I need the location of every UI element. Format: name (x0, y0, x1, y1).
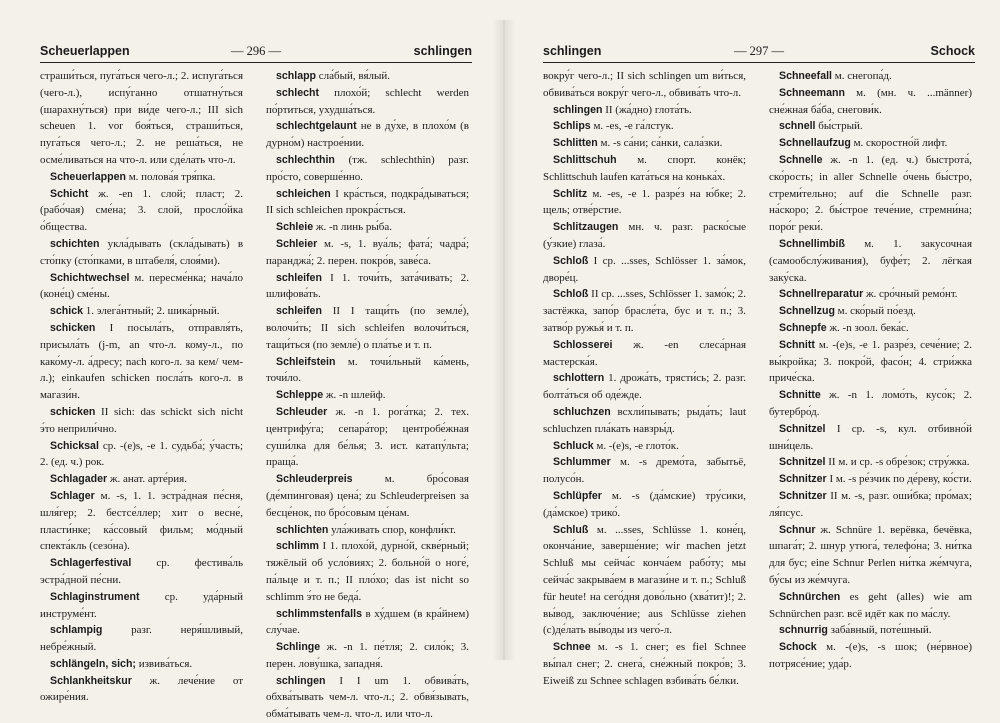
dictionary-entry (543, 253, 746, 287)
entry-headword: schlängeln, sich; (50, 657, 136, 670)
entry-definition: м. бро́совая (де́мпинговая) цена́; zu Schleuderpreisen за бесце́нок, по бро́совым це́нам. (266, 473, 469, 519)
right-page-number: — 297 — (734, 44, 784, 58)
entry-headword: Schlittschuh (553, 153, 617, 166)
entry-headword: schichten (50, 237, 100, 250)
entry-definition: ула́живать спор, конфли́кт. (331, 523, 456, 536)
dictionary-entry (769, 303, 972, 320)
entry-definition: ж. сро́чный ремо́нт. (865, 288, 958, 301)
book-gutter (492, 20, 516, 660)
dictionary-entry (266, 673, 469, 723)
dictionary-entry (266, 236, 469, 270)
entry-headword: Schnürchen (779, 590, 841, 603)
entry-definition: не в ду́хе, в плохо́м (в дурно́м) настрое́нии. (266, 120, 470, 150)
entry-headword: schnurrig (779, 624, 828, 637)
dictionary-entry (769, 236, 972, 286)
right-page-header (543, 40, 975, 63)
dictionary-entry (543, 522, 746, 640)
entry-headword: schleifen (276, 305, 322, 318)
entry-headword: schlichten (276, 523, 329, 536)
entry-headword: Schnellzug (779, 305, 835, 318)
entry-definition: ж. -en 1. слой; пласт; 2. (рабо́чая) сме́на; 3. слой, просло́йка о́бщества. (40, 187, 244, 234)
entry-headword: Schlager (50, 489, 95, 502)
dictionary-entry (40, 236, 243, 270)
entry-headword: Schneefall (779, 70, 832, 82)
right-page-column-2 (769, 68, 973, 670)
entry-definition: I ср. ...sses, Schlösser 1. за́мок, дворе́ц. (543, 254, 746, 284)
dictionary-entry (266, 606, 469, 640)
entry-definition: м. -s, 1. 1. эстра́дная пе́сня, шля́гер; 2. бестсе́ллер; хит о весне́, пласти́нке; ка́ссовый фильм; мо́дный спекта́кль (сезо́на). (40, 489, 244, 553)
entry-definition: укла́дывать (скла́дывать) в сто́пку (сто́пками, в штабеля́, слоя́ми). (40, 237, 244, 267)
dictionary-entry (40, 488, 243, 555)
entry-definition: извива́ться. (138, 657, 193, 670)
entry-headword: Schlankheitskur (50, 674, 132, 687)
dictionary-entry (40, 471, 243, 488)
entry-definition: ж. -n 1. (ед. ч.) быстрота́, ско́рость; in aller Schnelle о́чень бы́стро, стреми́тельно; auf die Schnelle разг. на́скоро; 2. бы́строе тече́ние, стремни́на; поро́г реки́. (769, 153, 973, 234)
entry-headword: Schlosserei (553, 338, 613, 351)
dictionary-entry (769, 118, 972, 135)
entry-definition: м. снегопа́д. (834, 70, 892, 82)
entry-headword: Schluck (553, 439, 594, 452)
entry-definition: I ср. -s, кул. отбивно́й шни́цель. (769, 422, 973, 452)
dictionary-entry (543, 152, 746, 186)
entry-headword: schleifen (276, 271, 322, 284)
dictionary-entry (266, 404, 469, 471)
entry-definition: заба́вный, поте́шный. (830, 624, 932, 637)
left-page (40, 40, 472, 721)
entry-headword: schleichen (276, 187, 331, 200)
dictionary-entry (266, 354, 469, 388)
dictionary-entry (266, 219, 469, 236)
entry-headword: Schicht (50, 187, 89, 200)
entry-headword: Schnur (779, 523, 816, 536)
entry-headword: schlampig (50, 624, 103, 637)
entry-headword: Schnepfe (779, 321, 827, 334)
entry-definition: ж. -n линь ры́ба. (315, 221, 393, 234)
entry-headword: Schlummer (553, 456, 611, 469)
entry-definition: II (жа́дно) глота́ть. (605, 103, 692, 116)
entry-headword: Schloß (553, 288, 589, 301)
dictionary-entry (543, 370, 746, 404)
dictionary-entry (40, 404, 243, 438)
entry-definition: м. точи́льный ка́мень, точи́ло. (266, 355, 470, 385)
entry-definition: II sich: das schickt sich nicht э́то неприли́чно. (40, 405, 244, 435)
entry-headword: Schnellaufzug (779, 137, 851, 150)
entry-headword: Schlips (553, 120, 591, 133)
dictionary-entry (40, 320, 243, 404)
entry-definition: I посыла́ть, отправля́ть, присыла́ть (j-m, an что-л. кому-л., по како́му-л. а́дресу; nach кого-л. за кем/ чем-л.); einkaufen schicken посла́ть кого-л. в магази́н. (40, 321, 243, 402)
entry-definition: страши́ться, пуга́ться чего-л.; 2. испуга́ться (чего-л.), испу́ганно отшатну́ться (шарахну́ться) при ви́де чего-л.; III sich scheuen 1. vor боя́ться, страши́ться, пуга́ться чего-л.; 2. не реша́ться, не осме́ливаться на что-л. или сде́лать что-л. (40, 70, 243, 166)
entry-definition: м. -s 1. снег; es fiel Schnee вы́пал снег; 2. снега́, сне́жный покро́в; 3. Eiweiß zu Schnee schlagen взбива́ть бе́лки. (543, 641, 746, 687)
dictionary-entry (543, 488, 746, 522)
entry-definition: м. спорт. конёк; Schlittschuh laufen ката́ться на конька́х. (543, 153, 746, 183)
entry-definition: II ср. ...sses, Schlösser 1. замо́к; 2. застёжка, запо́р брасле́та, бус и т. п.; 3. затво́р ружья́ и т. п. (543, 288, 747, 334)
left-running-head-end: schlingen (413, 44, 472, 58)
dictionary-entry (266, 387, 469, 404)
dictionary-entry (266, 186, 469, 220)
entry-headword: Schlitten (553, 137, 598, 150)
dictionary-entry (266, 85, 469, 119)
entry-headword: Schlinge (276, 641, 321, 654)
entry-headword: Schlüpfer (553, 489, 602, 502)
entry-headword: Schlitzaugen (553, 221, 619, 234)
dictionary-entry (266, 639, 469, 673)
entry-definition: I 1. точи́ть, зата́чивать; 2. шлифова́ть. (266, 271, 469, 301)
entry-definition: es geht (alles) wie am Schnürchen разг. всё идёт как по ма́слу. (769, 590, 973, 620)
dictionary-entry (543, 68, 746, 102)
entry-headword: schlimmstenfalls (276, 607, 362, 620)
left-page-column-1 (40, 68, 244, 704)
entry-definition: ср. уда́рный инструме́нт. (40, 590, 243, 620)
entry-headword: Schnitzel (779, 422, 826, 435)
entry-headword: schnell (779, 120, 816, 133)
entry-headword: Schnellimbiß (779, 237, 845, 250)
entry-definition: м. -es, -e 1. разре́з на ю́бке; 2. щель; отве́рстие. (543, 187, 747, 217)
entry-headword: Schnee (553, 641, 591, 654)
dictionary-entry (769, 68, 972, 85)
dictionary-entry (40, 186, 243, 236)
entry-headword: Schicksal (50, 439, 99, 452)
entry-headword: Schnitt (779, 338, 815, 351)
entry-definition: м. -es, -e га́лстук. (593, 120, 674, 133)
dictionary-entry (40, 270, 243, 304)
dictionary-entry (266, 471, 469, 521)
dictionary-entry (543, 186, 746, 220)
dictionary-entry (543, 404, 746, 438)
dictionary-entry (769, 454, 972, 471)
entry-definition: м. -(e)s, -e глото́к. (596, 439, 679, 452)
entry-headword: schlecht (276, 86, 319, 99)
dictionary-entry (769, 589, 972, 623)
entry-definition: ж. лече́ние от ожире́ния. (40, 674, 243, 704)
dictionary-entry (266, 522, 469, 539)
entry-definition: ж. Schnüre 1. верёвка, бечёвка, шпага́т; 2. шнур утюга́, телефо́на; 3. ни́тка для бус; eine Schnur Perlen ни́тка же́мчуга, бу́сы из же́мчуга. (769, 523, 972, 586)
left-page-column-2 (266, 68, 470, 721)
entry-definition: м. 1. закусочная (самообслу́живания), буфе́т; 2. лёгкая заку́ска. (769, 237, 973, 284)
entry-headword: Schlaginstrument (50, 590, 140, 603)
entry-definition: I 1. плохо́й, дурно́й, скве́рный; тяжёлый об усло́виях; 2. больно́й о ноге́, па́льце и т. п.; II пло́хо; das ist nicht so schlimm э́то не беда́. (266, 540, 470, 603)
right-running-head: schlingen (543, 44, 602, 58)
entry-headword: Schleppe (276, 389, 324, 402)
entry-definition: I м. -s ре́зчик по де́реву, ко́сти. (829, 473, 972, 486)
dictionary-entry (40, 438, 243, 472)
dictionary-entry (769, 622, 972, 639)
entry-headword: Schnitzer (779, 473, 827, 486)
entry-headword: Schlitz (553, 187, 588, 200)
dictionary-entry (769, 152, 972, 236)
entry-headword: Schnitte (779, 389, 821, 402)
entry-definition: м. -(e)s, -e 1. разре́з, сече́ние; 2. вы́кройка; 3. покро́й, фасо́н; 4. стри́жка приче́ска. (769, 338, 972, 385)
dictionary-entry (40, 68, 243, 169)
entry-definition: м. -s дремо́та, забытьё, полусо́н. (543, 456, 746, 486)
entry-definition: 1. дрожа́ть, трясти́сь; 2. разг. болта́ться об оде́жде. (543, 372, 747, 402)
dictionary-entry (769, 522, 972, 589)
entry-headword: Schnitzel (779, 456, 826, 469)
entry-definition: ж. -n зоол. бека́с. (829, 321, 909, 334)
entry-headword: schlingen (276, 674, 326, 687)
entry-definition: м. -(e)s, -s шок; (не́рвное) потрясе́ние; уда́р. (769, 641, 972, 670)
left-page-header (40, 40, 472, 63)
entry-headword: Schock (779, 641, 817, 654)
entry-headword: Schnelle (779, 153, 823, 166)
entry-definition: (тж. schlechthin) разг. про́сто, соверше́нно. (266, 153, 470, 183)
entry-headword: Schleuder (276, 405, 328, 418)
entry-definition: II м. -s, разг. оши́бка; про́мах; ля́псус. (769, 489, 972, 519)
dictionary-entry (769, 421, 972, 455)
entry-definition: бы́стрый. (818, 120, 863, 133)
entry-headword: Schluß (553, 523, 589, 536)
right-page (543, 40, 975, 687)
dictionary-entry (543, 135, 746, 152)
dictionary-entry (769, 488, 972, 522)
dictionary-entry (769, 639, 972, 673)
dictionary-entry (40, 169, 243, 186)
entry-definition: м. ...sses, Schlüsse 1. коне́ц, оконча́ние, заверше́ние; wir machen jetzt Schluß мы сейча́с конча́ем рабо́ту; мы сейча́с закрыва́ем в магази́не и т. п.; Schluß für heute! на сего́дня дово́льно (хва́тит)!; 2. вы́вод, заключе́ние; aus Schlüsse ziehen (с)де́лать вы́воды из чего́-л. (543, 523, 746, 637)
dictionary-entry (543, 219, 746, 253)
entry-definition: ж. -n шлейф. (325, 389, 386, 402)
entry-headword: Schleifstein (276, 355, 336, 368)
entry-headword: Schneemann (779, 86, 845, 99)
dictionary-entry (769, 471, 972, 488)
dictionary-entry (543, 118, 746, 135)
entry-headword: Schnellreparatur (779, 288, 864, 301)
entry-headword: Schleuderpreis (276, 473, 353, 486)
entry-headword: Schloß (553, 254, 589, 267)
right-page-column-1 (543, 68, 747, 687)
dictionary-entry (543, 639, 746, 689)
entry-definition: I кра́сться, подкра́дываться; II sich schleichen прокра́сться. (266, 187, 469, 217)
dictionary-entry (543, 438, 746, 455)
dictionary-entry (40, 589, 243, 623)
dictionary-entry (543, 337, 746, 371)
entry-definition: ж. -n 1. рога́тка; 2. тех. центрифу́га; сепара́тор; центробе́жная суши́лка для бе́лья; 3. ист. катапу́льта; праща́. (266, 405, 470, 469)
entry-headword: schicken (50, 405, 96, 418)
dictionary-entry (40, 673, 243, 707)
entry-definition: сла́бый, вя́лый. (318, 70, 391, 82)
entry-definition: ж. -n 1. пе́тля; 2. сило́к; 3. перен. лову́шка, западня́. (266, 641, 469, 670)
entry-definition: м. скоростно́й лифт. (853, 137, 948, 150)
dictionary-entry (769, 387, 972, 421)
entry-headword: Schichtwechsel (50, 271, 130, 284)
entry-definition: разг. неря́шливый, небре́жный. (40, 624, 243, 654)
entry-definition: ж. -en слеса́рная мастерска́я. (543, 338, 747, 368)
entry-definition: м. (мн. ч. ...männer) сне́жная ба́ба, снегови́к. (769, 86, 973, 116)
dictionary-entry (266, 270, 469, 304)
entry-headword: Schleier (276, 237, 318, 250)
dictionary-entry (769, 337, 972, 387)
entry-definition: м. -s са́ни; са́нки, сала́зки. (600, 137, 723, 150)
dictionary-entry (543, 286, 746, 336)
dictionary-entry (40, 622, 243, 656)
right-running-head-end: Schock (930, 44, 975, 58)
dictionary-entry (266, 303, 469, 353)
entry-definition: плохо́й; schlecht werden по́ртиться, ухудша́ться. (266, 86, 469, 116)
entry-definition: м. ско́рый по́езд. (837, 305, 916, 318)
entry-headword: schlottern (553, 372, 605, 385)
entry-definition: ср. фестива́ль эстра́дной пе́сни. (40, 557, 244, 586)
left-page-number: — 296 — (231, 44, 281, 58)
entry-definition: м. полова́я тря́пка. (128, 170, 216, 183)
entry-headword: schlechtgelaunt (276, 120, 357, 133)
entry-headword: Schlagader (50, 473, 108, 486)
entry-definition: мн. ч. разг. раско́сые (у́зкие) глаза́. (543, 221, 747, 250)
entry-definition: всхли́пывать; рыда́ть; laut schluchzen пла́кать навзры́д. (543, 405, 746, 435)
entry-headword: Schleie (276, 221, 314, 234)
dictionary-entry (266, 118, 469, 152)
entry-headword: Schlagerfestival (50, 557, 132, 570)
dictionary-entry (266, 538, 469, 605)
entry-definition: м. -s, 1. вуа́ль; фата́; чадра́; паранджа́; 2. перен. покро́в, заве́са. (266, 237, 469, 267)
entry-definition: ж. -n 1. ломо́ть, кусо́к; 2. бутербро́д. (769, 389, 973, 418)
dictionary-entry (769, 286, 972, 303)
entry-headword: schlimm (276, 540, 319, 553)
entry-definition: в ху́дшем (в кра́йнем) слу́чае. (266, 607, 469, 637)
entry-definition: вокру́г чего-л.; II sich schlingen um ви́ться, обвива́ться вокру́г чего-л., обвива́ть что-л. (543, 70, 746, 99)
entry-definition: м. -s (да́мские) тру́сики, (да́мское) трико́. (543, 489, 746, 519)
dictionary-entry (543, 102, 746, 119)
dictionary-entry (40, 555, 243, 589)
entry-headword: schluchzen (553, 405, 611, 418)
dictionary-entry (40, 303, 243, 320)
left-running-head: Scheuerlappen (40, 44, 130, 58)
entry-definition: м. пересме́нка; нача́ло (коне́ц) сме́ны. (40, 271, 243, 301)
entry-headword: schlapp (276, 70, 317, 82)
entry-definition: ж. анат. арте́рия. (109, 473, 187, 486)
entry-headword: schick (50, 305, 83, 318)
entry-headword: Scheuerlappen (50, 170, 126, 183)
dictionary-entry (769, 85, 972, 119)
entry-headword: Schnitzer (779, 489, 827, 502)
entry-headword: schlingen (553, 103, 603, 116)
dictionary-entry (40, 656, 243, 673)
entry-definition: II м. и ср. -s обре́зок; стру́жка. (828, 456, 970, 469)
entry-headword: schlechthin (276, 153, 335, 166)
entry-definition: II I тащи́ть (по земле́), волочи́ть; II sich schleifen волочи́ться, тащи́ться (по земле́) о пла́тье и т. п. (266, 305, 469, 351)
dictionary-entry (266, 68, 469, 85)
entry-definition: ср. -(e)s, -e 1. судьба́; у́часть; 2. (ед. ч.) рок. (40, 439, 243, 469)
dictionary-entry (769, 320, 972, 337)
entry-headword: schicken (50, 321, 96, 334)
entry-definition: I I um 1. обвива́ть, обхва́тывать чем-л. что-л.; 2. обвя́зывать, обма́тывать чем-л. что-л. или что-л. (266, 674, 470, 721)
dictionary-entry (266, 152, 469, 186)
dictionary-entry (543, 454, 746, 488)
dictionary-entry (769, 135, 972, 152)
entry-definition: 1. элега́нтный; 2. шика́рный. (85, 305, 220, 318)
